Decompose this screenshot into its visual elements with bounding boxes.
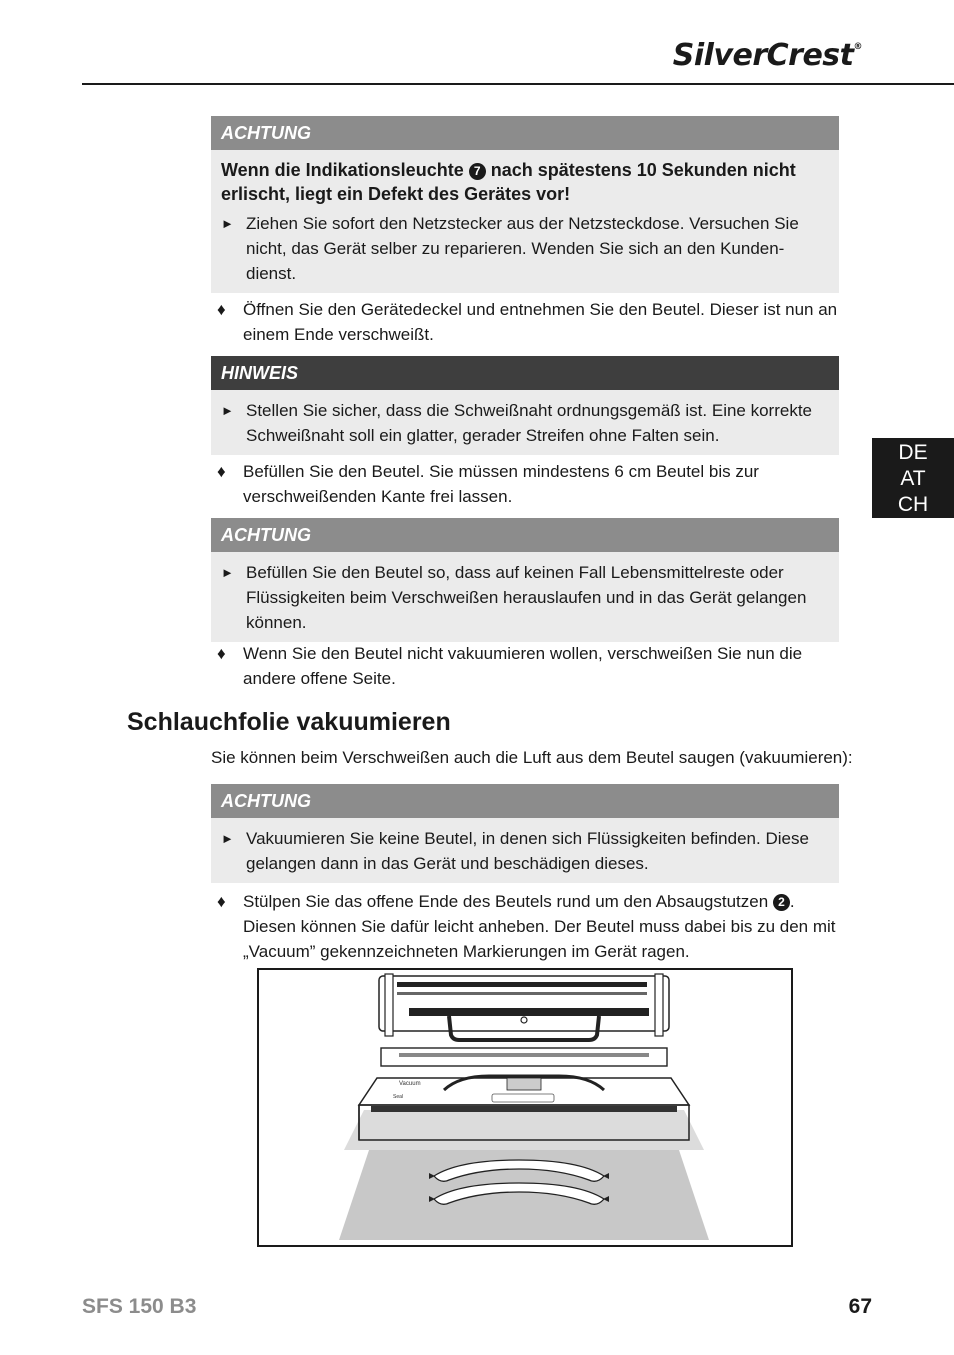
diamond-bullet-icon: ♦ (217, 644, 226, 663)
warning-box-title: ACHTUNG (211, 116, 839, 150)
bullet-item-2: ♦ Befüllen Sie den Beutel. Sie müssen mindestens 6 cm Beutel bis zur verschweißenden Kante frei lassen. (211, 459, 839, 509)
note-box-title: HINWEIS (211, 356, 839, 390)
warning-box-3 (211, 784, 839, 883)
list-item: ► Ziehen Sie sofort den Netzstecker aus der Netzsteckdose. Versuchen Sie nicht, das Gerät selber zu reparieren. Wenden Sie sich an den Kunden-dienst. (221, 211, 829, 286)
lang-at: AT (900, 467, 926, 490)
language-tab (872, 438, 954, 518)
warning-box-title: ACHTUNG (211, 518, 839, 552)
note-box (211, 356, 839, 455)
part-number-badge: 2 (773, 894, 790, 911)
vacuum-label: Vacuum (399, 1081, 421, 1087)
warning-box-1 (211, 116, 839, 293)
arrow-bullet-icon: ► (221, 403, 234, 418)
warning-box-title: ACHTUNG (211, 784, 839, 818)
intro-text: Sie können beim Verschweißen auch die Luft aus dem Beutel saugen (vakuumieren): (211, 748, 853, 767)
bullet-item-4: ♦ Stülpen Sie das offene Ende des Beutels rund um den Absaugstutzen 2 . Diesen können Sie dafür leicht anheben. Der Beutel muss dabei bis zu den mit „Vacuum” gekennzeichneten Markierungen im Gerät ragen. (211, 889, 839, 964)
diamond-bullet-icon: ♦ (217, 892, 226, 911)
diamond-bullet-icon: ♦ (217, 300, 226, 319)
footer-model: SFS 150 B3 (82, 1295, 197, 1318)
arrow-bullet-icon: ► (221, 216, 234, 231)
section-title: Schlauchfolie vakuumieren (127, 708, 451, 736)
device-illustration (257, 968, 793, 1247)
list-item: ► Befüllen Sie den Beutel so, dass auf keinen Fall Lebensmittelreste oder Flüssigkeiten beim Verschweißen herauslaufen und in das Gerät gelangen können. (221, 560, 829, 635)
bullet-item-3: ♦ Wenn Sie den Beutel nicht vakuumieren wollen, verschweißen Sie nun die andere offene Seite. (211, 641, 839, 691)
warning-box-2 (211, 518, 839, 642)
warning-box-bold-text: Wenn die Indikationsleuchte 7 nach spätestens 10 Sekunden nicht erlischt, liegt ein Defekt des Gerätes vor! (221, 160, 796, 204)
arrow-bullet-icon: ► (221, 565, 234, 580)
bullet-item-1: ♦ Öffnen Sie den Gerätedeckel und entnehmen Sie den Beutel. Dieser ist nun an einem Ende verschweißt. (211, 297, 839, 347)
page-number: 67 (848, 1295, 872, 1318)
arrow-bullet-icon: ► (221, 831, 234, 846)
list-item: ► Stellen Sie sicher, dass die Schweißnaht ordnungsgemäß ist. Eine korrekte Schweißnaht soll ein glatter, gerader Streifen ohne Falten sein. (221, 398, 829, 448)
brand-logo: SilverCrest® (672, 38, 862, 73)
header-rule (82, 83, 954, 85)
indicator-number-badge: 7 (469, 163, 486, 180)
vacuum-sealer-drawing (259, 970, 791, 1245)
list-item: ► Vakuumieren Sie keine Beutel, in denen sich Flüssigkeiten befinden. Diese gelangen dann in das Gerät und beschädigen dieses. (221, 826, 829, 876)
lang-ch: CH (897, 493, 929, 516)
diamond-bullet-icon: ♦ (217, 462, 226, 481)
lang-de: DE (898, 441, 928, 464)
seal-label: Seal (393, 1094, 404, 1100)
